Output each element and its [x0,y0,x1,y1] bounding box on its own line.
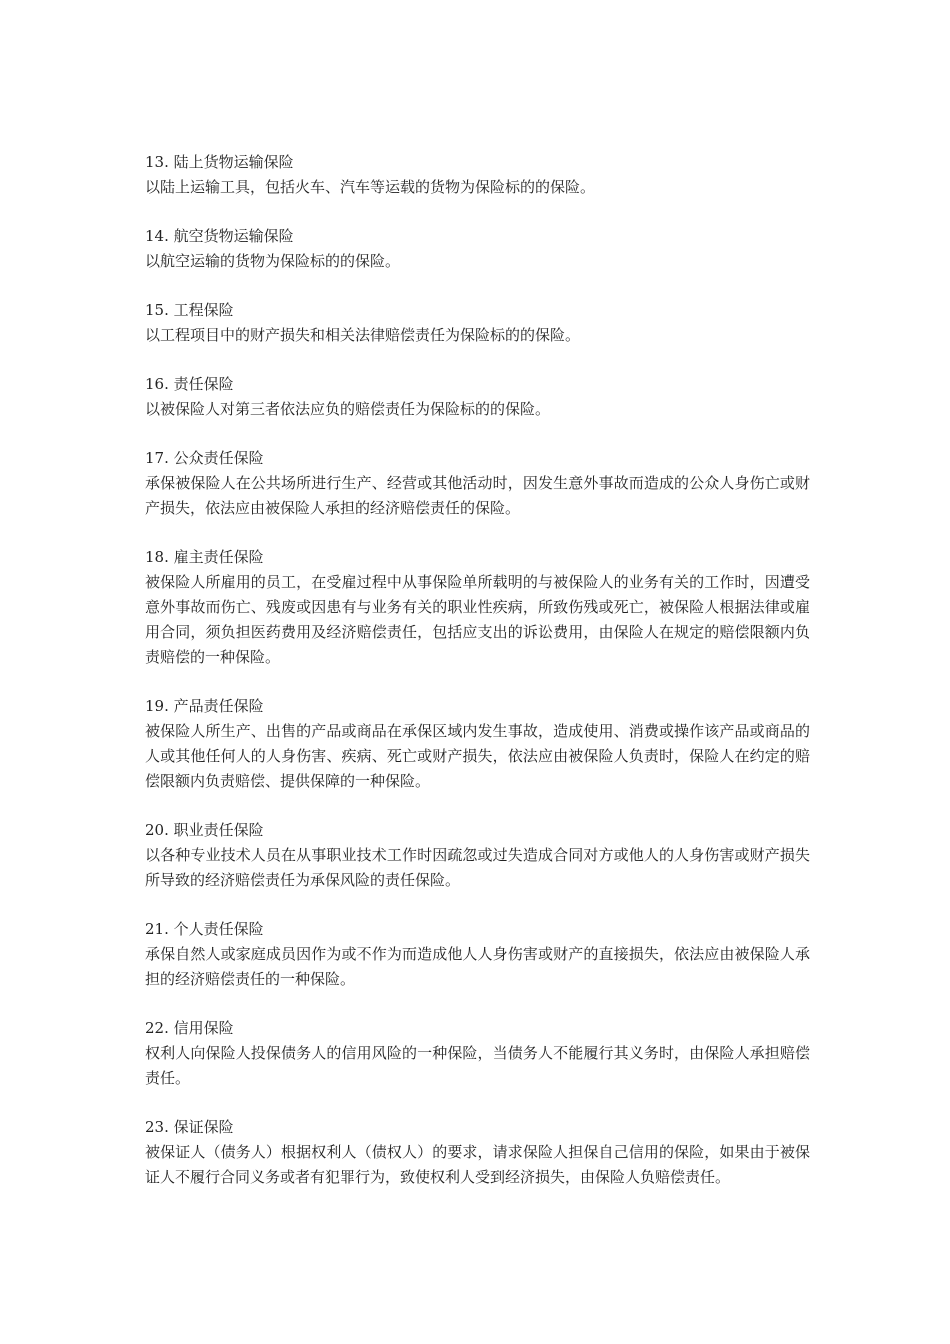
entry-body: 以陆上运输工具，包括火车、汽车等运载的货物为保险标的的保险。 [145,178,596,196]
entry-body: 被保险人所生产、出售的产品或商品在承保区域内发生事故，造成使用、消费或操作该产品或商品的人或其他任何人的人身伤害、疾病、死亡或财产损失，依法应由被保险人负责时，保险人在约定的赔偿限额内负责赔偿、提供保障的一种保险。 [145,722,810,790]
entry-14 [145,224,810,274]
entry-title: 18. 雇主责任保险 [145,548,264,566]
entry-title: 17. 公众责任保险 [145,449,264,467]
entry-18 [145,545,810,670]
entry-title: 22. 信用保险 [145,1019,234,1037]
entry-body: 承保自然人或家庭成员因作为或不作为而造成他人人身伤害或财产的直接损失，依法应由被保险人承担的经济赔偿责任的一种保险。 [145,945,810,988]
entry-21 [145,917,810,992]
entry-body: 以工程项目中的财产损失和相关法律赔偿责任为保险标的的保险。 [145,326,581,344]
entry-22 [145,1016,810,1091]
entry-title: 15. 工程保险 [145,301,234,319]
entry-15 [145,298,810,348]
entry-body: 被保险人所雇用的员工，在受雇过程中从事保险单所载明的与被保险人的业务有关的工作时，因遭受意外事故而伤亡、残废或因患有与业务有关的职业性疾病，所致伤残或死亡，被保险人根据法律或雇用合同，须负担医药费用及经济赔偿责任，包括应支出的诉讼费用，由保险人在规定的赔偿限额内负责赔偿的一种保险。 [145,573,810,666]
entry-body: 以各种专业技术人员在从事职业技术工作时因疏忽或过失造成合同对方或他人的人身伤害或财产损失所导致的经济赔偿责任为承保风险的责任保险。 [145,846,810,889]
entry-16 [145,372,810,422]
entry-title: 16. 责任保险 [145,375,234,393]
entry-23 [145,1115,810,1190]
entry-body: 以航空运输的货物为保险标的的保险。 [145,252,401,270]
entry-body: 权利人向保险人投保债务人的信用风险的一种保险，当债务人不能履行其义务时，由保险人承担赔偿责任。 [145,1044,810,1087]
entry-title: 21. 个人责任保险 [145,920,264,938]
entry-19 [145,694,810,794]
entry-17 [145,446,810,521]
entry-title: 20. 职业责任保险 [145,821,264,839]
entry-body: 被保证人（债务人）根据权利人（债权人）的要求，请求保险人担保自己信用的保险，如果由于被保证人不履行合同义务或者有犯罪行为，致使权利人受到经济损失，由保险人负赔偿责任。 [145,1143,810,1186]
entry-title: 19. 产品责任保险 [145,697,264,715]
entry-13 [145,150,810,200]
entry-20 [145,818,810,893]
entry-body: 承保被保险人在公共场所进行生产、经营或其他活动时，因发生意外事故而造成的公众人身伤亡或财产损失，依法应由被保险人承担的经济赔偿责任的保险。 [145,474,810,517]
document-page [145,150,810,1214]
entry-title: 23. 保证保险 [145,1118,234,1136]
entry-body: 以被保险人对第三者依法应负的赔偿责任为保险标的的保险。 [145,400,551,418]
entry-title: 14. 航空货物运输保险 [145,227,294,245]
entry-title: 13. 陆上货物运输保险 [145,153,294,171]
